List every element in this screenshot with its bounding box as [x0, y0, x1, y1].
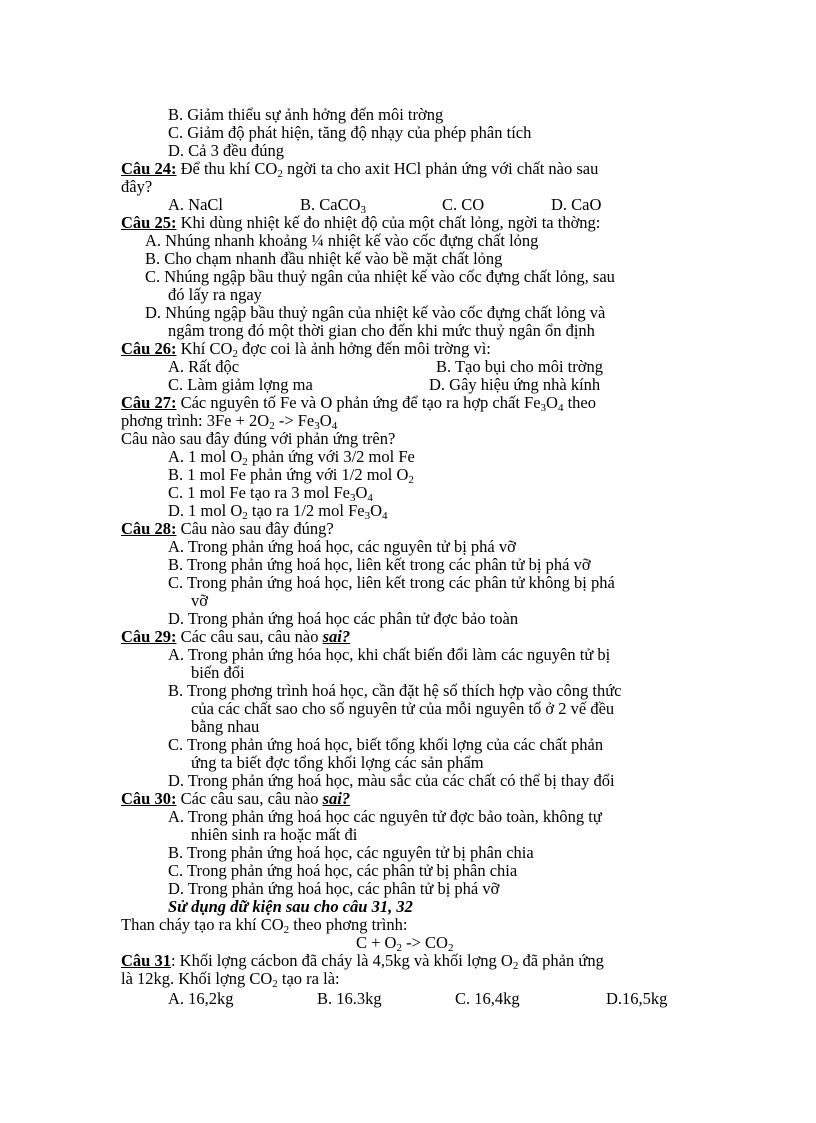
option-b: B. Trong phản ứng hoá học, liên kết trong các phân tử bị phá vỡ [168, 555, 591, 574]
option-a-cont: nhiên sinh ra hoặc mất đi [191, 825, 358, 844]
option-b: B. 16.3kg [317, 989, 382, 1008]
option-a: A. NaCl [168, 195, 223, 214]
question-label: Câu 25: [121, 213, 177, 232]
option-d: D. Gây hiệu ứng nhà kính [429, 375, 601, 394]
option-a: A. 1 mol $O_2$ phản ứng với 3/2 mol Fe [168, 447, 415, 468]
option-a: A. Trong phản ứng hoá học các nguyên tử đợc bảo toàn, không tự [168, 807, 602, 826]
option-b: B. Tạo bụi cho môi trờng [436, 357, 603, 376]
option-c-cont: vỡ [191, 591, 208, 610]
subscript: 2 [277, 168, 283, 180]
option-d: D. CaO [551, 195, 602, 214]
option-b: B. Giảm thiểu sự ảnh hởng đến môi trờng [168, 105, 444, 124]
option-b: B. 1 mol Fe phản ứng với 1/2 mol $O_2$ [168, 465, 414, 486]
option-a: A. 16,2kg [168, 989, 234, 1008]
option-c-cont: ứng ta biết đợc tổng khối lợng các sản phẩm [191, 753, 484, 772]
option-a-cont: biến đổi [191, 663, 245, 682]
question-text: Khi dùng nhiệt kế đo nhiệt độ của một chất lỏng, ngời ta thờng: [176, 213, 601, 232]
option-c: C. Trong phản ứng hoá học, các phân tử bị phân chia [168, 861, 518, 880]
option-a: A. Trong phản ứng hoá học, các nguyên tử bị phá vỡ [168, 537, 516, 556]
question-26: Câu 26: Khí $CO_2$ đợc coi là ảnh hởng đến môi trờng vì: [121, 339, 491, 360]
option-b: B. Trong phản ứng hoá học, các nguyên tử bị phân chia [168, 843, 534, 862]
option-d: D. Trong phản ứng hoá học các phân tử đợc bảo toàn [168, 609, 519, 628]
option-d-cont: ngâm trong đó một thời gian cho đến khi mức thuỷ ngân ổn định [168, 321, 595, 340]
question-label: Câu 31 [121, 951, 171, 970]
option-b: B. Trong phơng trình hoá học, cần đặt hệ số thích hợp vào công thức [168, 681, 622, 700]
question-29: Câu 29: Các câu sau, câu nào sai? [121, 627, 351, 646]
question-text: Để thu khí CO [176, 159, 278, 178]
option-a: A. Trong phản ứng hóa học, khi chất biến đổi làm các nguyên tử bị [168, 645, 611, 664]
reaction-equation: $C + O_2 -> CO_2$ [356, 933, 454, 954]
question-24 [121, 160, 598, 178]
option-c-cont: đó lấy ra ngay [168, 285, 262, 304]
option-b: B. CaCO$_3$ [300, 195, 367, 216]
question-label: Câu 27: [121, 393, 177, 412]
option-c: C. Nhúng ngập bầu thuỷ ngân của nhiệt kế vào cốc đựng chất lỏng, sau [145, 267, 615, 286]
question-text: đây? [121, 177, 153, 196]
question-label: Câu 26: [121, 339, 177, 358]
option-d: D. Cả 3 đều đúng [168, 141, 284, 160]
question-28: Câu 28: Câu nào sau đây đúng? [121, 519, 334, 538]
option-c: C. Làm giảm lợng ma [168, 375, 313, 394]
option-b-cont: bằng nhau [191, 717, 260, 736]
option-d: D. Trong phản ứng hoá học, màu sắc của các chất có thể bị thay đổi [168, 771, 615, 790]
option-c: C. Trong phản ứng hoá học, liên kết trong các phân tử không bị phá [168, 573, 615, 592]
question-text: ngời ta cho axit HCl phản ứng với chất nào sau [282, 159, 599, 178]
section-heading: Sử dụng dữ kiện sau cho câu 31, 32 [168, 897, 413, 916]
question-text: Câu nào sau đây đúng với phản ứng trên? [121, 429, 396, 448]
question-label: Câu 29: [121, 627, 177, 646]
question-text: là 12kg. Khối lợng $CO_2$ tạo ra là: [121, 969, 340, 990]
option-a: A. Nhúng nhanh khoảng ¼ nhiệt kế vào cốc đựng chất lỏng [145, 231, 539, 250]
option-c: C. 16,4kg [455, 989, 520, 1008]
option-c: C. 1 mol Fe tạo ra 3 mol $Fe_3O_4$ [168, 483, 373, 504]
option-c: C. Trong phản ứng hoá học, biết tổng khối lợng của các chất phản [168, 735, 604, 754]
question-label: Câu 24: [121, 159, 177, 178]
question-25 [121, 214, 600, 232]
section-text: Than cháy tạo ra khí $CO_2$ theo phơng trình: [121, 915, 408, 936]
option-d: D. Nhúng ngập bầu thuỷ ngân của nhiệt kế vào cốc đựng chất lỏng và [145, 303, 606, 322]
option-b-cont: của các chất sao cho số nguyên tử của mỗi nguyên tố ở 2 vế đều [191, 699, 615, 718]
emphasis-sai: sai? [322, 627, 351, 646]
question-30: Câu 30: Các câu sau, câu nào sai? [121, 789, 351, 808]
option-d: D. Trong phản ứng hoá học, các phân tử bị phá vỡ [168, 879, 500, 898]
emphasis-sai: sai? [322, 789, 351, 808]
option-d: D.16,5kg [606, 989, 668, 1008]
question-label: Câu 30: [121, 789, 177, 808]
question-label: Câu 28: [121, 519, 177, 538]
option-d: D. 1 mol $O_2$ tạo ra 1/2 mol $Fe_3O_4$ [168, 501, 388, 522]
option-c: C. Giảm độ phát hiện, tăng độ nhạy của phép phân tích [168, 123, 532, 142]
option-c: C. CO [442, 195, 485, 214]
option-b: B. Cho chạm nhanh đầu nhiệt kế vào bề mặt chất lỏng [145, 249, 503, 268]
option-a: A. Rất độc [168, 357, 240, 376]
reaction-equation: phơng trình: $3Fe + 2O_2 -> Fe_3O_4$ [121, 411, 338, 432]
question-27: Câu 27: Các nguyên tố Fe và O phản ứng để tạo ra hợp chất $Fe_3O_4$ theo [121, 393, 597, 414]
question-31: Câu 31: Khối lợng cácbon đã cháy là 4,5kg và khối lợng $O_2$ đã phản ứng [121, 951, 604, 972]
